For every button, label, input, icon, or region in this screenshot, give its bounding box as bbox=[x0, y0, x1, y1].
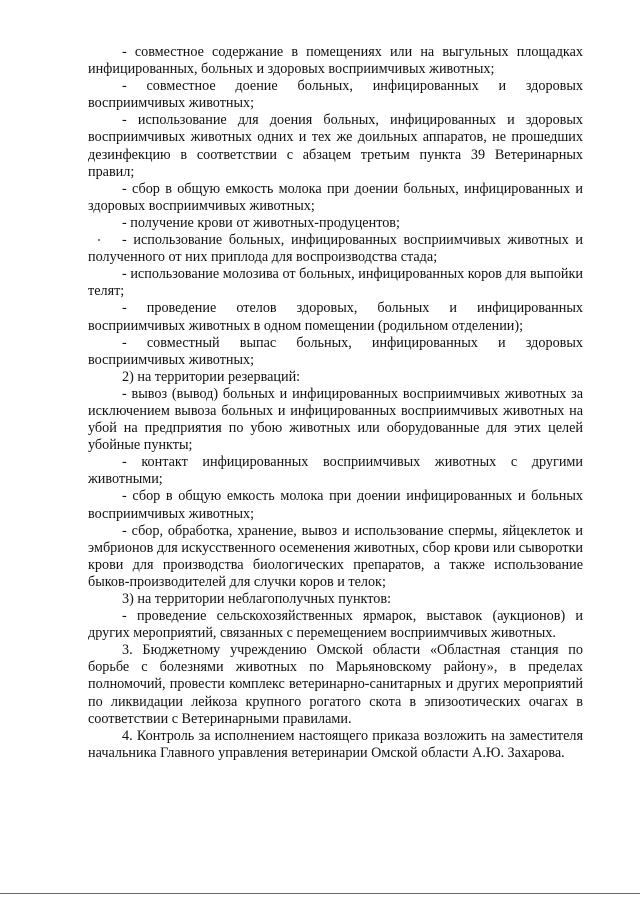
section-heading: 2) на территории резерваций: bbox=[122, 368, 301, 385]
scan-speck bbox=[98, 239, 100, 241]
paragraph: - вывоз (вывод) больных и инфицированных восприимчивых животных за исключением вывоза больных и инфицированных восприимчивых животных на убой на предприятия по убою животных или оборудованные для этих целей убойные пункты; bbox=[88, 385, 583, 454]
section-heading: 3) на территории неблагополучных пунктов: bbox=[122, 591, 392, 607]
paragraph: - сбор в общую емкость молока при доении больных, инфицированных и здоровых восприимчивых животных; bbox=[88, 180, 583, 214]
paragraph: - сбор, обработка, хранение, вывоз и использование спермы, яйцеклеток и эмбрионов для искусственного осеменения животных, сбор крови или сыворотки крови для производства биологических препаратов, а также использование быков-производителей для случки коров и телок; bbox=[88, 522, 583, 590]
scan-edge-line bbox=[0, 893, 640, 894]
paragraph: - проведение сельскохозяйственных ярмарок, выставок (аукционов) и других мероприятий, связанных с перемещением восприимчивых животных. bbox=[88, 608, 583, 642]
numbered-clause: 3. Бюджетному учреждению Омской области «Областная станция по борьбе с болезнями животных по Марьяновскому району», в пределах полномочий, провести комплекс ветеринарно-санитарных и других мероприятий по ликвидации лейкоза крупного рогатого скота в эпизоотических очагах в соответствии с Ветеринарными правилами. bbox=[88, 642, 583, 727]
paragraph: - сбор в общую емкость молока при доении инфицированных и больных восприимчивых животных; bbox=[88, 488, 583, 522]
paragraph: - использование больных, инфицированных восприимчивых животных и полученного от них приплода для воспроизводства стада; bbox=[88, 232, 583, 266]
paragraph: - совместное содержание в помещениях или на выгульных площадках инфицированных, больных и здоровых восприимчивых животных; bbox=[88, 44, 583, 78]
document-body bbox=[88, 44, 583, 762]
paragraph: - проведение отелов здоровых, больных и инфицированных восприимчивых животных в одном помещении (родильном отделении); bbox=[88, 300, 583, 334]
paragraph: - получение крови от животных-продуцентов; bbox=[122, 214, 400, 231]
numbered-clause: 4. Контроль за исполнением настоящего приказа возложить на заместителя начальника Главного управления ветеринарии Омской области А.Ю. Захарова. bbox=[88, 727, 583, 761]
paragraph: - использование для доения больных, инфицированных и здоровых восприимчивых животных одних и тех же доильных аппаратов, не прошедших дезинфекцию в соответствии с абзацем третьим пункта 39 Ветеринарных правил; bbox=[88, 112, 583, 180]
paragraph: - контакт инфицированных восприимчивых животных с другими животными; bbox=[88, 454, 583, 488]
paragraph: - совместный выпас больных, инфицированных и здоровых восприимчивых животных; bbox=[88, 334, 583, 368]
paragraph: - использование молозива от больных, инфицированных коров для выпойки телят; bbox=[88, 266, 583, 300]
paragraph: - совместное доение больных, инфицированных и здоровых восприимчивых животных; bbox=[88, 78, 583, 112]
